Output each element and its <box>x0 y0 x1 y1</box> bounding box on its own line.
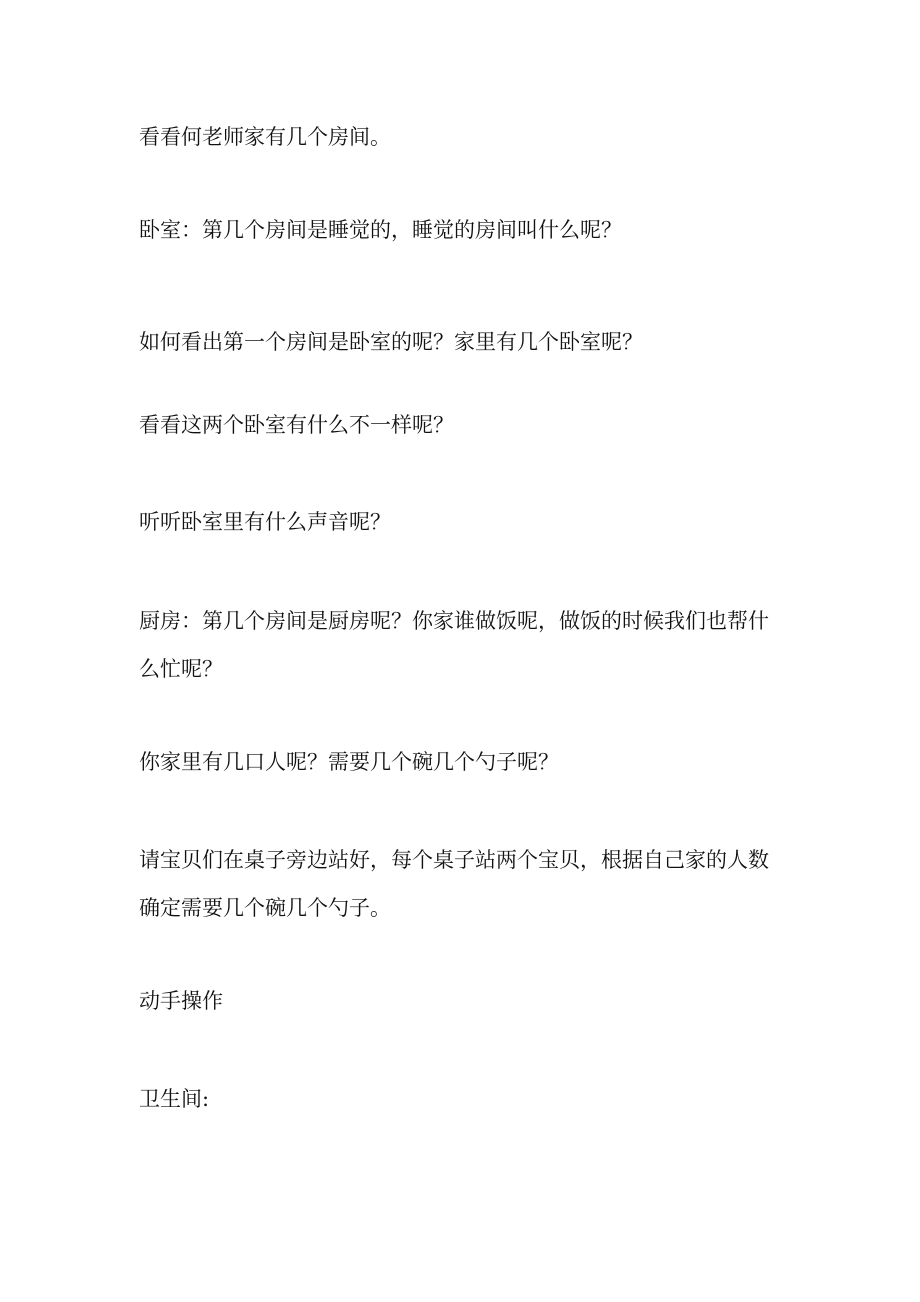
paragraph-hands-on: 动手操作 <box>139 989 223 1013</box>
paragraph-bedroom-compare: 看看这两个卧室有什么不一样呢？ <box>139 413 454 437</box>
paragraph-bedroom-sound: 听听卧室里有什么声音呢？ <box>139 510 391 534</box>
paragraph-bedroom-count: 如何看出第一个房间是卧室的呢？家里有几个卧室呢？ <box>139 330 643 354</box>
paragraph-kitchen: 厨房：第几个房间是厨房呢？你家谁做饭呢，做饭的时候我们也帮什么忙呢？ <box>139 609 769 681</box>
paragraph-family-size: 你家里有几口人呢？需要几个碗几个勺子呢？ <box>139 750 559 774</box>
paragraph-bedroom: 卧室：第几个房间是睡觉的，睡觉的房间叫什么呢？ <box>139 218 622 242</box>
paragraph-table-activity: 请宝贝们在桌子旁边站好，每个桌子站两个宝贝，根据自己家的人数确定需要几个碗几个勺子。 <box>139 848 769 920</box>
paragraph-bathroom: 卫生间: <box>139 1087 210 1111</box>
paragraph-intro: 看看何老师家有几个房间。 <box>139 125 391 149</box>
